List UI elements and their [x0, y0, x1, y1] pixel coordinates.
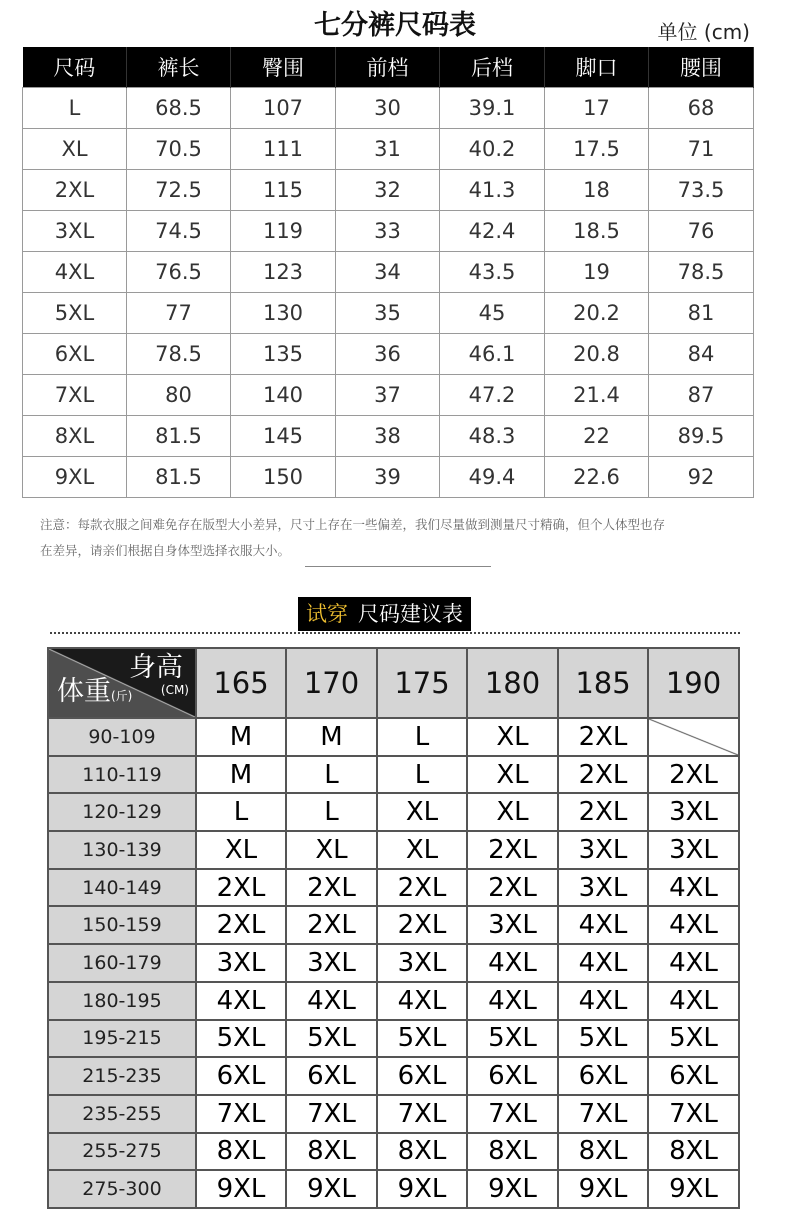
recommended-size-cell: M — [196, 718, 286, 756]
recommended-size-cell: 2XL — [377, 869, 467, 907]
size-chart-header-cell: 腰围 — [649, 47, 754, 88]
size-value-cell: 20.2 — [545, 293, 649, 334]
size-value-cell: 76 — [649, 211, 754, 252]
recommended-size-cell: 2XL — [558, 793, 648, 831]
size-chart-table — [22, 47, 754, 498]
recommended-size-cell: 5XL — [286, 1020, 377, 1058]
size-value-cell: 135 — [231, 334, 336, 375]
size-value-cell: 45 — [440, 293, 545, 334]
size-value-cell: 111 — [231, 129, 336, 170]
recommended-size-cell: 8XL — [558, 1133, 648, 1171]
recommended-size-cell: 2XL — [196, 869, 286, 907]
recommended-size-cell: XL — [467, 756, 558, 794]
recommended-size-cell: 2XL — [467, 831, 558, 869]
recommended-size-cell: XL — [286, 831, 377, 869]
recommended-size-cell: 7XL — [648, 1095, 739, 1133]
recommended-size-cell: 2XL — [558, 756, 648, 794]
height-unit: (CM) — [160, 683, 189, 697]
recommended-size-cell: 9XL — [558, 1170, 648, 1208]
recommended-size-cell: 3XL — [377, 944, 467, 982]
size-value-cell: 76.5 — [127, 252, 231, 293]
size-value-cell: 43.5 — [440, 252, 545, 293]
weight-range-cell: 195-215 — [48, 1020, 196, 1058]
size-value-cell: 145 — [231, 416, 336, 457]
recommendation-row — [48, 982, 739, 1020]
size-value-cell: 21.4 — [545, 375, 649, 416]
size-value-cell: 68.5 — [127, 88, 231, 129]
divider — [305, 566, 491, 567]
height-header-cell: 185 — [558, 648, 648, 718]
recommendation-row — [48, 793, 739, 831]
recommended-size-cell: 9XL — [377, 1170, 467, 1208]
size-value-cell: 68 — [649, 88, 754, 129]
size-value-cell: 87 — [649, 375, 754, 416]
size-value-cell: 78.5 — [127, 334, 231, 375]
size-value-cell: 70.5 — [127, 129, 231, 170]
size-chart-header-cell: 尺码 — [23, 47, 127, 88]
recommendation-row — [48, 1133, 739, 1171]
size-value-cell: 38 — [336, 416, 440, 457]
recommendation-row — [48, 1020, 739, 1058]
size-value-cell: 49.4 — [440, 457, 545, 498]
size-label-cell: 9XL — [23, 457, 127, 498]
size-value-cell: 73.5 — [649, 170, 754, 211]
size-chart-header-cell: 前档 — [336, 47, 440, 88]
size-value-cell: 18.5 — [545, 211, 649, 252]
recommended-size-cell: 9XL — [196, 1170, 286, 1208]
recommended-size-cell: 8XL — [196, 1133, 286, 1171]
size-value-cell: 78.5 — [649, 252, 754, 293]
recommended-size-cell: 6XL — [196, 1057, 286, 1095]
size-value-cell: 140 — [231, 375, 336, 416]
recommendation-row — [48, 718, 739, 756]
recommended-size-cell: 7XL — [196, 1095, 286, 1133]
size-value-cell: 92 — [649, 457, 754, 498]
recommended-size-cell: 8XL — [286, 1133, 377, 1171]
size-value-cell: 30 — [336, 88, 440, 129]
size-value-cell: 115 — [231, 170, 336, 211]
size-value-cell: 77 — [127, 293, 231, 334]
size-value-cell: 40.2 — [440, 129, 545, 170]
recommended-size-cell: XL — [377, 793, 467, 831]
size-chart-header-row — [23, 47, 754, 88]
size-value-cell: 39.1 — [440, 88, 545, 129]
weight-range-cell: 150-159 — [48, 906, 196, 944]
size-value-cell: 19 — [545, 252, 649, 293]
recommended-size-cell: 3XL — [286, 944, 377, 982]
recommendation-header-row — [48, 648, 739, 718]
recommended-size-cell: 3XL — [558, 831, 648, 869]
size-value-cell: 17.5 — [545, 129, 649, 170]
size-value-cell: 42.4 — [440, 211, 545, 252]
size-label-cell: 4XL — [23, 252, 127, 293]
recommended-size-cell: 2XL — [558, 718, 648, 756]
size-value-cell: 81 — [649, 293, 754, 334]
size-value-cell: 74.5 — [127, 211, 231, 252]
size-label-cell: 3XL — [23, 211, 127, 252]
size-value-cell: 71 — [649, 129, 754, 170]
recommended-size-cell: 4XL — [377, 982, 467, 1020]
recommended-size-cell: L — [377, 718, 467, 756]
recommended-size-cell: XL — [467, 718, 558, 756]
size-value-cell: 80 — [127, 375, 231, 416]
recommended-size-cell: 8XL — [377, 1133, 467, 1171]
size-chart-row — [23, 170, 754, 211]
size-value-cell: 39 — [336, 457, 440, 498]
recommendation-row — [48, 756, 739, 794]
height-header-cell: 180 — [467, 648, 558, 718]
recommended-size-cell: 6XL — [377, 1057, 467, 1095]
size-note-line-1: 注意：每款衣服之间难免存在版型大小差异，尺寸上存在一些偏差，我们尽量做到测量尺寸精确，但个人体型也存 — [40, 517, 666, 532]
size-chart-header-cell: 臀围 — [231, 47, 336, 88]
recommended-size-cell: L — [196, 793, 286, 831]
recommended-size-cell: 6XL — [648, 1057, 739, 1095]
recommended-size-cell: 5XL — [467, 1020, 558, 1058]
recommended-size-cell: L — [286, 756, 377, 794]
recommended-size-cell: 9XL — [286, 1170, 377, 1208]
weight-range-cell: 275-300 — [48, 1170, 196, 1208]
recommended-size-cell: 7XL — [558, 1095, 648, 1133]
weight-range-cell: 160-179 — [48, 944, 196, 982]
size-label-cell: 8XL — [23, 416, 127, 457]
size-value-cell: 35 — [336, 293, 440, 334]
size-value-cell: 18 — [545, 170, 649, 211]
recommendation-row — [48, 906, 739, 944]
recommended-size-cell: L — [286, 793, 377, 831]
recommended-size-cell: XL — [196, 831, 286, 869]
size-label-cell: XL — [23, 129, 127, 170]
size-value-cell: 37 — [336, 375, 440, 416]
recommendation-title — [298, 597, 471, 631]
recommended-size-cell: 7XL — [377, 1095, 467, 1133]
recommended-size-cell: 4XL — [286, 982, 377, 1020]
weight-range-cell: 130-139 — [48, 831, 196, 869]
recommended-size-cell: XL — [377, 831, 467, 869]
weight-label: 体重 — [57, 676, 111, 707]
recommended-size-cell: 2XL — [648, 756, 739, 794]
recommendation-row — [48, 831, 739, 869]
recommended-size-cell: 5XL — [196, 1020, 286, 1058]
size-chart-header-cell: 后档 — [440, 47, 545, 88]
size-value-cell: 46.1 — [440, 334, 545, 375]
size-chart-row — [23, 334, 754, 375]
recommendation-row — [48, 1095, 739, 1133]
weight-range-cell: 255-275 — [48, 1133, 196, 1171]
size-value-cell: 34 — [336, 252, 440, 293]
size-label-cell: 7XL — [23, 375, 127, 416]
size-value-cell: 22.6 — [545, 457, 649, 498]
weight-range-cell: 180-195 — [48, 982, 196, 1020]
recommended-size-cell: 3XL — [558, 869, 648, 907]
recommended-size-cell: 2XL — [286, 906, 377, 944]
size-value-cell: 36 — [336, 334, 440, 375]
recommended-size-cell: 6XL — [286, 1057, 377, 1095]
size-chart-row — [23, 252, 754, 293]
recommended-size-cell: M — [196, 756, 286, 794]
recommended-size-cell: 5XL — [558, 1020, 648, 1058]
recommended-size-cell: L — [377, 756, 467, 794]
height-header-cell: 170 — [286, 648, 377, 718]
recommended-size-cell: 4XL — [648, 944, 739, 982]
recommendation-title-text: 尺码建议表 — [358, 602, 463, 626]
size-value-cell: 31 — [336, 129, 440, 170]
size-chart-title: 七分裤尺码表 — [314, 10, 476, 41]
recommended-size-cell: 5XL — [377, 1020, 467, 1058]
weight-label-wrap — [57, 677, 132, 711]
recommendation-row — [48, 869, 739, 907]
recommended-size-cell: 2XL — [196, 906, 286, 944]
size-chart-header-cell: 裤长 — [127, 47, 231, 88]
recommended-size-cell: 6XL — [467, 1057, 558, 1095]
weight-range-cell: 120-129 — [48, 793, 196, 831]
recommended-size-cell: 3XL — [648, 831, 739, 869]
size-value-cell: 33 — [336, 211, 440, 252]
recommended-size-cell: XL — [467, 793, 558, 831]
weight-unit: (斤) — [111, 689, 133, 703]
recommended-size-cell: 2XL — [467, 869, 558, 907]
recommended-size-cell: 6XL — [558, 1057, 648, 1095]
size-value-cell: 130 — [231, 293, 336, 334]
size-chart-row — [23, 375, 754, 416]
size-value-cell: 150 — [231, 457, 336, 498]
size-value-cell: 20.8 — [545, 334, 649, 375]
size-value-cell: 48.3 — [440, 416, 545, 457]
recommended-size-cell: 4XL — [467, 982, 558, 1020]
corner-header-cell — [48, 648, 196, 718]
size-label-cell: L — [23, 88, 127, 129]
height-header-cell: 175 — [377, 648, 467, 718]
recommended-size-cell: 5XL — [648, 1020, 739, 1058]
recommended-size-cell: 4XL — [558, 982, 648, 1020]
recommended-size-cell: M — [286, 718, 377, 756]
size-value-cell: 84 — [649, 334, 754, 375]
recommended-size-cell: 9XL — [467, 1170, 558, 1208]
recommended-size-cell: 8XL — [648, 1133, 739, 1171]
recommended-size-cell: 4XL — [558, 906, 648, 944]
size-value-cell: 81.5 — [127, 457, 231, 498]
recommended-size-cell: 4XL — [558, 944, 648, 982]
size-label-cell: 6XL — [23, 334, 127, 375]
empty-size-cell — [648, 718, 739, 756]
size-chart-row — [23, 211, 754, 252]
recommended-size-cell: 8XL — [467, 1133, 558, 1171]
size-value-cell: 41.3 — [440, 170, 545, 211]
recommendation-row — [48, 1170, 739, 1208]
unit-label: 单位 (cm) — [657, 20, 750, 44]
height-header-cell: 165 — [196, 648, 286, 718]
recommendation-row — [48, 1057, 739, 1095]
size-chart-header-cell: 脚口 — [545, 47, 649, 88]
recommended-size-cell: 4XL — [648, 869, 739, 907]
size-note-line-2: 在差异，请亲们根据自身体型选择衣服大小。 — [40, 543, 291, 558]
weight-range-cell: 90-109 — [48, 718, 196, 756]
recommendation-table — [47, 647, 740, 1209]
size-chart-row — [23, 129, 754, 170]
size-chart-row — [23, 457, 754, 498]
size-chart-row — [23, 293, 754, 334]
height-header-cell: 190 — [648, 648, 739, 718]
size-value-cell: 32 — [336, 170, 440, 211]
size-chart-row — [23, 416, 754, 457]
size-value-cell: 89.5 — [649, 416, 754, 457]
size-note — [40, 512, 760, 564]
height-label: 身高 — [129, 652, 183, 683]
recommended-size-cell: 4XL — [196, 982, 286, 1020]
recommended-size-cell: 9XL — [648, 1170, 739, 1208]
recommended-size-cell: 3XL — [196, 944, 286, 982]
recommended-size-cell: 4XL — [648, 982, 739, 1020]
recommended-size-cell: 7XL — [286, 1095, 377, 1133]
size-chart-row — [23, 88, 754, 129]
recommended-size-cell: 3XL — [648, 793, 739, 831]
weight-range-cell: 110-119 — [48, 756, 196, 794]
size-value-cell: 119 — [231, 211, 336, 252]
weight-range-cell: 140-149 — [48, 869, 196, 907]
size-value-cell: 107 — [231, 88, 336, 129]
size-value-cell: 72.5 — [127, 170, 231, 211]
size-value-cell: 81.5 — [127, 416, 231, 457]
recommended-size-cell: 7XL — [467, 1095, 558, 1133]
size-value-cell: 17 — [545, 88, 649, 129]
size-value-cell: 47.2 — [440, 375, 545, 416]
size-label-cell: 2XL — [23, 170, 127, 211]
size-value-cell: 123 — [231, 252, 336, 293]
recommended-size-cell: 2XL — [377, 906, 467, 944]
weight-range-cell: 235-255 — [48, 1095, 196, 1133]
recommendation-row — [48, 944, 739, 982]
dotted-divider — [50, 632, 740, 634]
size-label-cell: 5XL — [23, 293, 127, 334]
size-value-cell: 22 — [545, 416, 649, 457]
recommended-size-cell: 4XL — [648, 906, 739, 944]
recommended-size-cell: 4XL — [467, 944, 558, 982]
recommended-size-cell: 3XL — [467, 906, 558, 944]
weight-range-cell: 215-235 — [48, 1057, 196, 1095]
recommendation-title-highlight: 试穿 — [306, 602, 348, 626]
recommended-size-cell: 2XL — [286, 869, 377, 907]
